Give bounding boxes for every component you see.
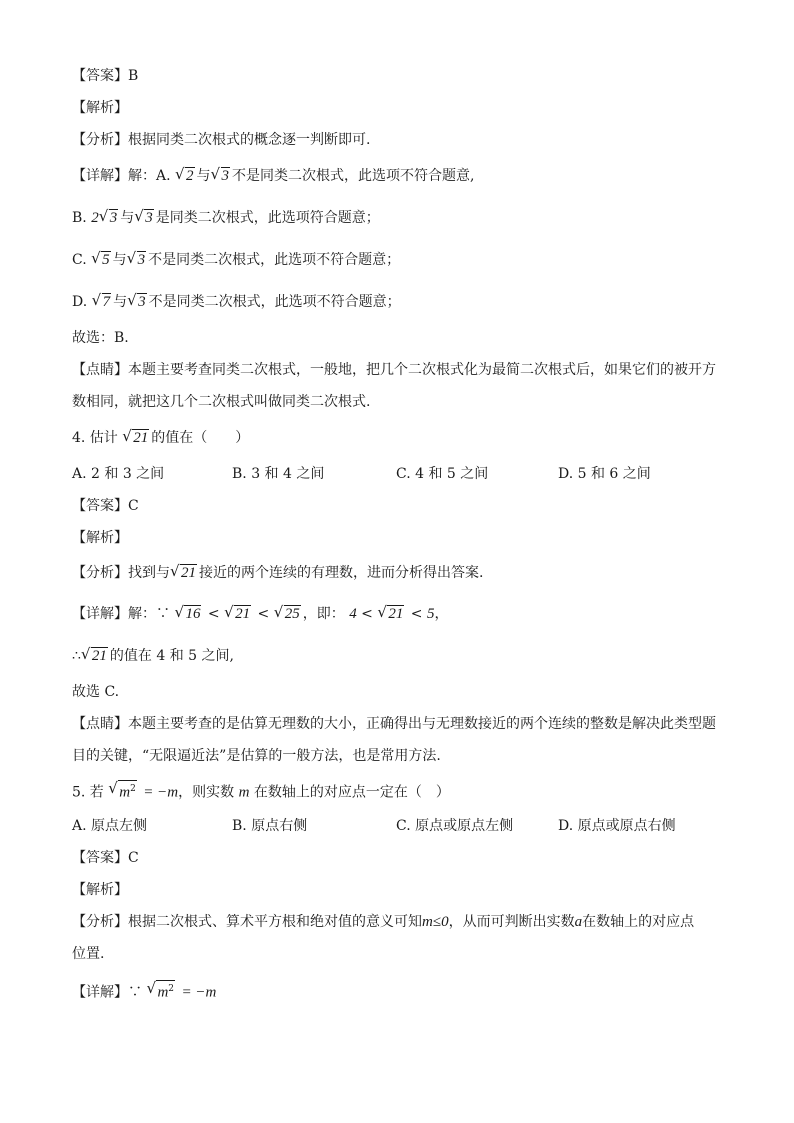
q5-analysis-1 bbox=[72, 912, 722, 932]
q4-analysis-heading: 【解析】 bbox=[72, 530, 128, 546]
therefore-symbol: ∴ bbox=[72, 648, 81, 664]
text: ，即： bbox=[302, 606, 345, 622]
sqrt-21: √ 21 bbox=[224, 604, 251, 624]
sqrt-21: √ 21 bbox=[170, 563, 197, 583]
q4-comment-2: 目的关键，“无限逼近法”是估算的一般方法，也是常用方法. bbox=[72, 748, 441, 764]
text: 不是同类二次根式，此选项不符合题意； bbox=[148, 294, 401, 310]
sqrt-25: √ 25 bbox=[274, 604, 301, 624]
text: 在数轴上的对应点一定在（ ） bbox=[253, 784, 450, 801]
q4-option-b: B. 3 和 4 之间 bbox=[232, 466, 325, 482]
text: 与 bbox=[120, 210, 135, 226]
q4-options bbox=[72, 464, 722, 484]
q5-options bbox=[72, 816, 722, 836]
q3-analysis: 【分析】根据同类二次根式的概念逐一判断即可. bbox=[72, 132, 371, 148]
q5-analysis-2: 位置. bbox=[72, 946, 105, 962]
condition: m≤0 bbox=[422, 914, 449, 930]
text: 的值在 4 和 5 之间, bbox=[109, 648, 234, 664]
num: 4 bbox=[349, 606, 357, 622]
label: C. bbox=[72, 252, 87, 268]
q3-comment-1: 【点睛】本题主要考查同类二次根式，一般地，把几个二次根式化为最简二次根式后，如果它们的被开方 bbox=[72, 362, 716, 378]
label: D. bbox=[72, 294, 88, 310]
q3-detail-d bbox=[72, 292, 722, 312]
text: 【分析】根据二次根式、算术平方根和绝对值的意义可知 bbox=[72, 914, 422, 930]
text: 4. 估计 bbox=[72, 430, 118, 446]
variable: a bbox=[574, 914, 583, 930]
q3-detail-c bbox=[72, 250, 722, 270]
q5-option-d: D. 原点或原点右侧 bbox=[558, 818, 676, 834]
q3-choice: 故选：B. bbox=[72, 330, 129, 346]
text: ，从而可判断出实数 bbox=[448, 914, 575, 930]
text: 的值在（ ） bbox=[151, 430, 250, 446]
q5-option-c: C. 原点或原点左侧 bbox=[396, 818, 514, 834]
sqrt-21: √ 21 bbox=[122, 428, 149, 448]
sqrt-m-squared: √ $m^2$ bbox=[146, 980, 175, 1003]
text: 【分析】找到与 bbox=[72, 565, 170, 581]
coef: 2 bbox=[91, 210, 99, 226]
variable: m bbox=[238, 784, 250, 801]
label: 【详解】解：A. bbox=[72, 168, 171, 184]
text: 【详解】解：∵ bbox=[72, 606, 170, 622]
equation: = −m bbox=[181, 984, 217, 1001]
lt: < bbox=[207, 606, 220, 622]
q4-comment-1: 【点睛】本题主要考查的是估算无理数的大小，正确得出与无理数接近的两个连续的整数是解决此类型题 bbox=[72, 716, 716, 732]
text: 是同类二次根式，此选项符合题意； bbox=[155, 210, 380, 226]
q5-option-a: A. 原点左侧 bbox=[72, 818, 148, 834]
sqrt-16: √ 16 bbox=[174, 604, 201, 624]
q4-analysis bbox=[72, 563, 722, 583]
q5-stem bbox=[72, 780, 722, 803]
sqrt-5: √ 5 bbox=[91, 250, 111, 270]
q5-analysis-heading: 【解析】 bbox=[72, 882, 128, 898]
equation: = −m bbox=[143, 784, 179, 801]
text: 与 bbox=[113, 294, 128, 310]
q3-analysis-heading: 【解析】 bbox=[72, 100, 128, 116]
sqrt-3: √ 3 bbox=[127, 250, 147, 270]
text: 5. 若 bbox=[72, 784, 104, 801]
text: 与 bbox=[196, 168, 211, 184]
q4-option-a: A. 2 和 3 之间 bbox=[72, 466, 165, 482]
q3-answer: 【答案】B bbox=[72, 68, 139, 84]
q3-comment-2: 数相同，就把这几个二次根式叫做同类二次根式. bbox=[72, 394, 371, 410]
label: B. bbox=[72, 210, 87, 226]
text: ， bbox=[434, 606, 449, 622]
q3-detail-a bbox=[72, 166, 722, 186]
q4-choice: 故选 C. bbox=[72, 684, 120, 700]
q4-option-c: C. 4 和 5 之间 bbox=[396, 466, 489, 482]
sqrt-3: √ 3 bbox=[211, 166, 231, 186]
text: 不是同类二次根式，此选项不符合题意； bbox=[148, 252, 401, 268]
lt: < bbox=[257, 606, 270, 622]
sqrt-2: √ 2 bbox=[175, 166, 195, 186]
q5-answer: 【答案】C bbox=[72, 850, 139, 866]
q4-therefore bbox=[72, 646, 722, 666]
q4-answer: 【答案】C bbox=[72, 498, 139, 514]
q5-option-b: B. 原点右侧 bbox=[232, 818, 308, 834]
text: 接近的两个连续的有理数，进而分析得出答案. bbox=[199, 565, 484, 581]
q4-option-d: D. 5 和 6 之间 bbox=[558, 466, 651, 482]
lt: < bbox=[361, 606, 373, 622]
text: 【详解】∵ bbox=[72, 984, 142, 1001]
q4-stem bbox=[72, 428, 722, 448]
sqrt-7: √ 7 bbox=[92, 292, 112, 312]
text: 不是同类二次根式，此选项不符合题意, bbox=[232, 168, 475, 184]
text: ，则实数 bbox=[178, 784, 235, 801]
text: 在数轴上的对应点 bbox=[582, 914, 695, 930]
sqrt-21: √ 21 bbox=[377, 604, 404, 624]
lt: < bbox=[410, 606, 423, 622]
sqrt-21: √ 21 bbox=[81, 646, 108, 666]
sqrt-m-squared: √ $m^2$ bbox=[108, 780, 137, 803]
sqrt-3: √ 3 bbox=[99, 208, 119, 228]
sqrt-3: √ 3 bbox=[134, 208, 154, 228]
text: 与 bbox=[112, 252, 127, 268]
q4-detail bbox=[72, 604, 722, 624]
sqrt-3: √ 3 bbox=[127, 292, 147, 312]
q5-detail bbox=[72, 980, 722, 1003]
num: 5 bbox=[426, 606, 435, 622]
q3-detail-b bbox=[72, 208, 722, 228]
